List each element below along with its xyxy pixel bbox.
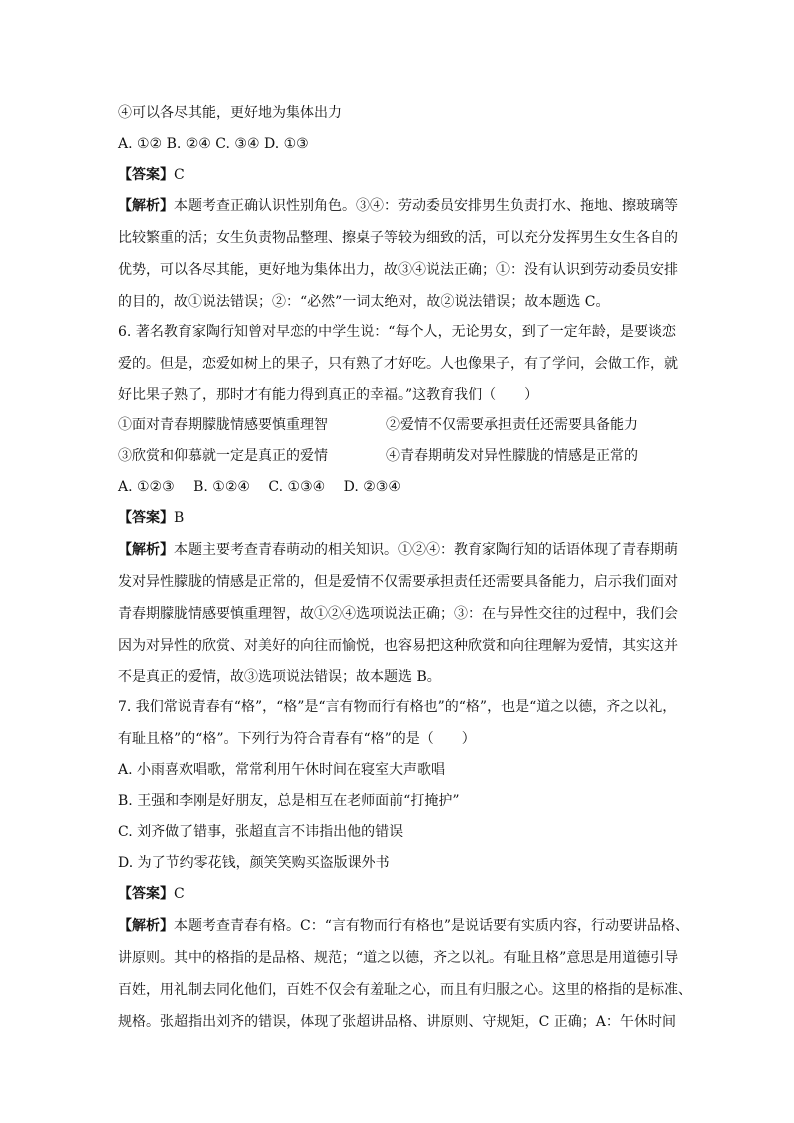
q5-analysis-line: 比较繁重的活；女生负责物品整理、擦桌子等较为细致的活，可以充分发挥男生女生各自的 — [118, 230, 678, 246]
q5-analysis-line: 优势，可以各尽其能，更好地为集体出力，故③④说法正确；①：没有认识到劳动委员安排 — [118, 262, 678, 278]
q7-analysis-line: 讲原则。其中的格指的是品格、规范；“道之以德，齐之以礼。有耻且格”意思是用道德引导 — [118, 950, 679, 966]
q5-choices: A. ①② B. ②④ C. ③④ D. ①③ — [118, 136, 309, 152]
analysis-label: 【解析】 — [118, 542, 174, 558]
analysis-label: 【解析】 — [118, 918, 174, 934]
analysis-text: 本题考查正确认识性别角色。③④：劳动委员安排男生负责打水、拖地、擦玻璃等 — [174, 198, 678, 214]
q7-stem-line: 有耻且格”的“格”。下列行为符合青春有“格”的是（ ） — [118, 731, 476, 747]
q7-option-d: D. 为了节约零花钱，颜笑笑购买盗版课外书 — [118, 855, 390, 871]
q7-analysis-line: 规格。张超指出刘齐的错误，体现了张超讲品格、讲原则、守规矩，C 正确；A：午休时间 — [118, 1014, 676, 1030]
q7-option-a: A. 小雨喜欢唱歌，常常利用午休时间在寝室大声歌唱 — [118, 762, 446, 778]
q5-option-4: ④可以各尽其能，更好地为集体出力 — [118, 105, 342, 121]
answer-value: C — [174, 167, 185, 183]
q5-analysis-line — [118, 197, 676, 215]
q6-option-3: ③欣赏和仰慕就一定是真正的爱情 — [118, 448, 328, 464]
q6-stem-line: 好比果子熟了，那时才有能力得到真正的幸福。”这教育我们（ ） — [118, 387, 539, 403]
q7-analysis-line: 百姓，用礼制去同化他们，百姓不仅会有羞耻之心，而且有归服之心。这里的格指的是标准、 — [118, 982, 692, 998]
q7-option-b: B. 王强和李刚是好朋友，总是相互在老师面前“打掩护” — [118, 793, 460, 809]
q5-analysis-line: 的目的，故①说法错误；②：“必然”一词太绝对，故②说法错误；故本题选 C。 — [118, 294, 610, 310]
q6-stem-line: 爱的。但是，恋爱如树上的果子，只有熟了才好吃。人也像果子，有了学问，会做工作，就 — [118, 356, 678, 372]
analysis-text: 本题考查青春有格。C：“言有物而行有格也”是说话要有实质内容，行动要讲品格、 — [174, 918, 690, 934]
q6-choices: A. ①②③ B. ①②④ C. ①③④ D. ②③④ — [118, 479, 401, 495]
answer-label: 【答案】 — [118, 167, 174, 183]
q6-option-2: ②爱情不仅需要承担责任还需要具备能力 — [386, 417, 638, 433]
q7-option-c: C. 刘齐做了错事，张超直言不讳指出他的错误 — [118, 824, 404, 840]
analysis-label: 【解析】 — [118, 198, 174, 214]
q7-stem-line: 7. 我们常说青春有“格”，“格”是“言有物而行有格也”的“格”，也是“道之以德，齐之以礼， — [118, 699, 677, 715]
answer-label: 【答案】 — [118, 510, 174, 526]
q6-option-1: ①面对青春期朦胧情感要慎重理智 — [118, 417, 328, 433]
q6-option-4: ④青春期萌发对异性朦胧的情感是正常的 — [386, 448, 638, 464]
answer-value: B — [174, 510, 185, 526]
q6-analysis-line — [118, 541, 676, 559]
q6-analysis-line: 发对异性朦胧的情感是正常的，但是爱情不仅需要承担责任还需要具备能力，启示我们面对 — [118, 574, 678, 590]
q6-answer — [118, 509, 184, 527]
q6-analysis-line: 不是真正的爱情，故③选项说法错误；故本题选 B。 — [118, 669, 441, 685]
answer-label: 【答案】 — [118, 886, 174, 902]
answer-value: C — [174, 886, 185, 902]
q6-analysis-line: 因为对异性的欣赏、对美好的向往而愉悦，也容易把这种欣赏和向往理解为爱情，其实这并 — [118, 638, 678, 654]
analysis-text: 本题主要考查青春萌动的相关知识。①②④：教育家陶行知的话语体现了青春期萌 — [174, 542, 678, 558]
q5-answer — [118, 166, 185, 184]
q7-analysis-line — [118, 917, 690, 935]
q6-analysis-line: 青春期朦胧情感要慎重理智，故①②④选项说法正确；③：在与异性交往的过程中，我们会 — [118, 606, 678, 622]
q7-answer — [118, 885, 185, 903]
q6-stem-line: 6. 著名教育家陶行知曾对早恋的中学生说：“每个人，无论男女，到了一定年龄，是要谈恋 — [118, 324, 676, 340]
